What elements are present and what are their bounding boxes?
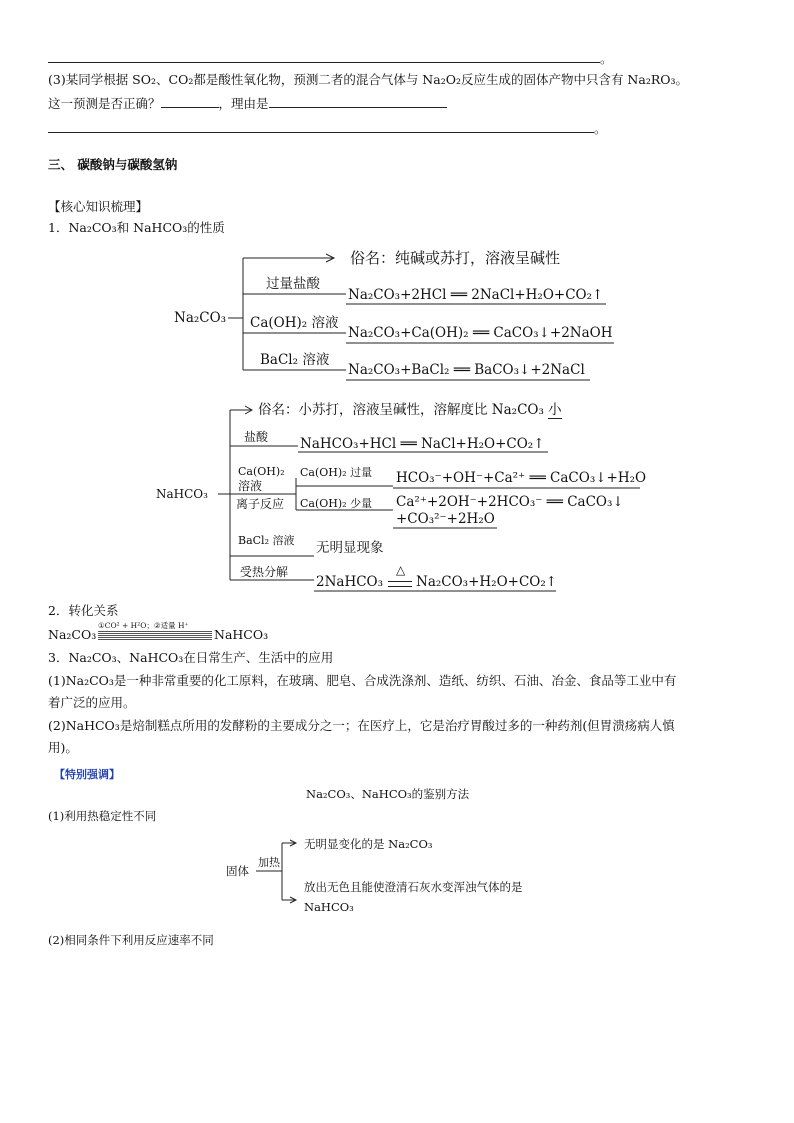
- q3-question: 这一预测是否正确？: [48, 96, 161, 111]
- ident-title: Na₂CO₃、NaHCO₃的鉴别方法: [306, 787, 470, 801]
- section-title: 三、 碳酸钠与碳酸氢钠: [48, 157, 178, 172]
- na2co3-branch-label-bacl2: BaCl₂ 溶液: [260, 352, 330, 368]
- conversion-right: NaHCO₃: [214, 627, 269, 642]
- app1-line-b: 着广泛的应用。: [48, 695, 136, 710]
- heat-condition-symbol: △: [396, 563, 406, 577]
- ident2-heading: (2)相同条件下利用反应速率不同: [48, 933, 214, 947]
- special-label: 【特别强调】: [54, 768, 120, 781]
- q3-reason-label: ，理由是: [218, 96, 269, 111]
- nahco3-common-name: [258, 402, 562, 419]
- nahco3-branch-label-caoh2-a: Ca(OH)₂: [238, 465, 285, 478]
- nahco3-eq-heat-right: Na₂CO₃+H₂O+CO₂↑: [416, 574, 558, 590]
- q3-line1: (3)某同学根据 SO₂、CO₂都是酸性氧化物，预测二者的混合气体与 Na₂O₂反应生成的固体产物中只含有 Na₂RO₃。: [48, 72, 689, 87]
- item1-heading: 1．Na₂CO₃和 NaHCO₃的性质: [48, 220, 225, 235]
- conversion-left: Na₂CO₃: [48, 627, 97, 642]
- na2co3-branch-label-caoh2: Ca(OH)₂ 溶液: [250, 315, 339, 331]
- na2co3-branch-label-hcl: 过量盐酸: [266, 276, 320, 292]
- nahco3-eq-hcl: NaHCO₃+HCl ══ NaCl+H₂O+CO₂↑: [300, 436, 545, 452]
- nahco3-branch-label-caoh2-b: 溶液: [238, 479, 263, 493]
- nahco3-eq-excess: HCO₃⁻+OH⁻+Ca²⁺ ══ CaCO₃↓+H₂O: [396, 470, 647, 486]
- nahco3-sub-label-little: Ca(OH)₂ 少量: [300, 497, 373, 510]
- nahco3-eq-heat-left: 2NaHCO₃: [316, 574, 384, 590]
- app2-line-a: (2)NaHCO₃是焙制糕点所用的发酵粉的主要成分之一；在医疗上，它是治疗胃酸过多的一种药剂(但胃溃疡病人慎: [48, 718, 675, 733]
- nahco3-solubility-answer: 小: [548, 402, 562, 418]
- nahco3-eq-little-a: Ca²⁺+2OH⁻+2HCO₃⁻ ══ CaCO₃↓: [396, 494, 624, 510]
- ident-root: 固体: [226, 864, 249, 878]
- ident1-heading: (1)利用热稳定性不同: [48, 809, 157, 823]
- knowledge-label: 【核心知识梳理】: [48, 199, 149, 214]
- item2-heading: 2．转化关系: [48, 603, 119, 618]
- equals-sign: [388, 581, 412, 587]
- end-mark: 。: [600, 51, 613, 66]
- ident-upper: 无明显变化的是 Na₂CO₃: [304, 837, 433, 851]
- app1-line-a: (1)Na₂CO₃是一种非常重要的化工原料，在玻璃、肥皂、合成洗涤剂、造纸、纺织、石油、冶金、食品等工业中有: [48, 673, 677, 688]
- conversion-arrows: [98, 630, 212, 640]
- nahco3-root: NaHCO₃: [156, 487, 208, 501]
- ident-condition: 加热: [258, 856, 280, 869]
- nahco3-eq-little-b: +CO₃²⁻+2H₂O: [396, 511, 495, 527]
- nahco3-common-name-text: 俗名：小苏打，溶液呈碱性，溶解度比 Na₂CO₃: [258, 402, 544, 418]
- na2co3-eq-caoh2: Na₂CO₃+Ca(OH)₂ ══ CaCO₃↓+2NaOH: [348, 325, 613, 341]
- end-mark: 。: [594, 121, 607, 136]
- ident-lower-b: NaHCO₃: [304, 900, 354, 914]
- item3-heading: 3．Na₂CO₃、NaHCO₃在日常生产、生活中的应用: [48, 650, 334, 665]
- nahco3-branch-label-hcl: 盐酸: [244, 430, 269, 444]
- nahco3-sub-label-excess: Ca(OH)₂ 过量: [300, 466, 373, 479]
- na2co3-common-name: 俗名：纯碱或苏打，溶液呈碱性: [350, 249, 561, 267]
- nahco3-branch-label-ionic: 离子反应: [236, 497, 285, 511]
- na2co3-root: Na₂CO₃: [174, 310, 227, 326]
- app2-line-b: 用)。: [48, 740, 78, 755]
- ident-lower-a: 放出无色且能使澄清石灰水变浑浊气体的是: [304, 880, 523, 894]
- nahco3-eq-bacl2: 无明显现象: [316, 540, 384, 556]
- nahco3-branch-label-bacl2: BaCl₂ 溶液: [238, 534, 295, 547]
- na2co3-eq-hcl: Na₂CO₃+2HCl ══ 2NaCl+H₂O+CO₂↑: [348, 287, 604, 303]
- nahco3-branch-label-heat: 受热分解: [240, 565, 289, 579]
- conversion-top-label: ①CO² + H²O；②适量 H⁺: [98, 621, 189, 630]
- na2co3-eq-bacl2: Na₂CO₃+BaCl₂ ══ BaCO₃↓+2NaCl: [348, 362, 585, 378]
